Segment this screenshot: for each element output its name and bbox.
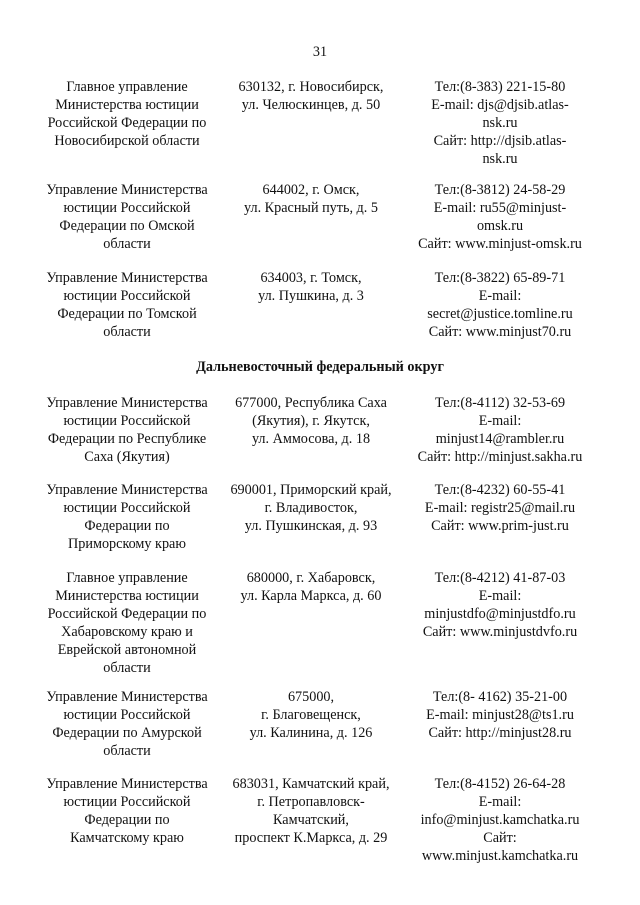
contacts: Тел:(8-4212) 41-87-03 E-mail: minjustdfo@minjustdfo.ru Сайт: www.minjustdvfo.ru	[422, 570, 578, 640]
address: 644002, г. Омск, ул. Красный путь, д. 5	[244, 182, 378, 216]
address: 690001, Приморский край, г. Владивосток, ул. Пушкинская, д. 93	[230, 482, 392, 534]
contacts: Тел:(8-4152) 26-64-28 E-mail: info@minjust.kamchatka.ru Сайт: www.minjust.kamchatka.ru	[420, 776, 580, 864]
section-heading: Дальневосточный федеральный округ	[196, 359, 444, 375]
address: 680000, г. Хабаровск, ул. Карла Маркса, д. 60	[240, 570, 382, 604]
page-number: 31	[312, 44, 328, 60]
address: 630132, г. Новосибирск, ул. Челюскинцев, д. 50	[238, 79, 384, 113]
contacts: Тел:(8-3822) 65-89-71 E-mail: secret@justice.tomline.ru Сайт: www.minjust70.ru	[427, 270, 573, 340]
organization-name: Управление Министерства юстиции Российской Федерации по Томской области	[46, 270, 208, 340]
address: 683031, Камчатский край, г. Петропавловск- Камчатский, проспект К.Маркса, д. 29	[232, 776, 390, 846]
contacts: Тел:(8-4112) 32-53-69 E-mail: minjust14@rambler.ru Сайт: http://minjust.sakha.ru	[417, 395, 583, 465]
contacts: Тел:(8- 4162) 35-21-00 E-mail: minjust28@ts1.ru Сайт: http://minjust28.ru	[426, 689, 574, 741]
contacts: Тел:(8-383) 221-15-80 E-mail: djs@djsib.atlas- nsk.ru Сайт: http://djsib.atlas- nsk.ru	[431, 79, 569, 167]
organization-name: Управление Министерства юстиции Российской Федерации по Амурской области	[46, 689, 208, 759]
organization-name: Главное управление Министерства юстиции Российской Федерации по Хабаровскому краю и Еврейской автономной области	[47, 570, 207, 676]
address: 675000, г. Благовещенск, ул. Калинина, д. 126	[249, 689, 373, 741]
organization-name: Управление Министерства юстиции Российской Федерации по Омской области	[46, 182, 208, 252]
organization-name: Управление Министерства юстиции Российской Федерации по Камчатскому краю	[46, 776, 208, 846]
address: 677000, Республика Саха (Якутия), г. Якутск, ул. Аммосова, д. 18	[235, 395, 387, 447]
organization-name: Управление Министерства юстиции Российской Федерации по Приморскому краю	[46, 482, 208, 552]
address: 634003, г. Томск, ул. Пушкина, д. 3	[258, 270, 364, 304]
organization-name: Главное управление Министерства юстиции Российской Федерации по Новосибирской области	[47, 79, 207, 149]
organization-name: Управление Министерства юстиции Российской Федерации по Республике Саха (Якутия)	[46, 395, 208, 465]
contacts: Тел:(8-4232) 60-55-41 E-mail: registr25@mail.ru Сайт: www.prim-just.ru	[424, 482, 576, 534]
contacts: Тел:(8-3812) 24-58-29 E-mail: ru55@minjust- omsk.ru Сайт: www.minjust-omsk.ru	[418, 182, 582, 252]
